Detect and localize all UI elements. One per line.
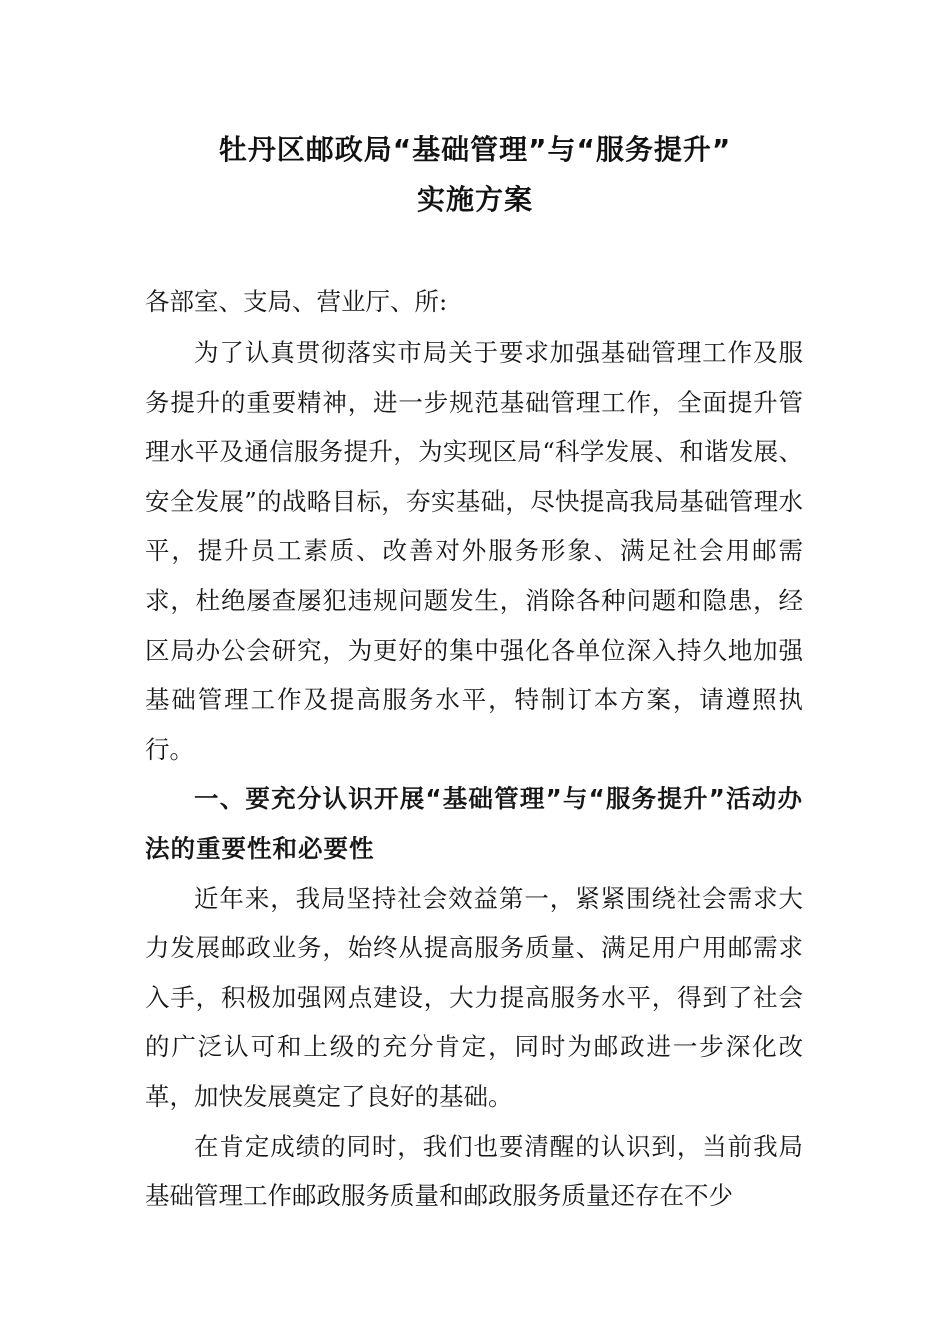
document-title-line1: 牡丹区邮政局“基础管理”与“服务提升” bbox=[218, 133, 732, 166]
document-body bbox=[145, 328, 803, 1221]
paragraph-intro: 为了认真贯彻落实市局关于要求加强基础管理工作及服务提升的重要精神，进一步规范基础管理工作，全面提升管理水平及通信服务提升，为实现区局“科学发展、和谐发展、安全发展”的战略目标，夯实基础，尽快提高我局基础管理水平，提升员工素质、改善对外服务形象、满足社会用邮需求，杜绝屡查屡犯违规问题发生，消除各种问题和隐患，经区局办公会研究，为更好的集中强化各单位深入持久地加强基础管理工作及提高服务水平，特制订本方案，请遵照执行。 bbox=[145, 338, 803, 764]
section-heading-1: 一、要充分认识开展“基础管理”与“服务提升”活动办法的重要性和必要性 bbox=[145, 784, 803, 863]
paragraph-section1-a: 近年来，我局坚持社会效益第一，紧紧围绕社会需求大力发展邮政业务，始终从提高服务质量、满足用户用邮需求入手，积极加强网点建设，大力提高服务水平，得到了社会的广泛认可和上级的充分肯定，同时为邮政进一步深化改革，加快发展奠定了良好的基础。 bbox=[145, 883, 803, 1111]
document-title-line2: 实施方案 bbox=[416, 183, 533, 216]
salutation: 各部室、支局、营业厅、所: bbox=[145, 287, 448, 316]
paragraph-section1-b: 在肯定成绩的同时，我们也要清醒的认识到，当前我局基础管理工作邮政服务质量和邮政服务质量还存在不少 bbox=[145, 1131, 803, 1211]
